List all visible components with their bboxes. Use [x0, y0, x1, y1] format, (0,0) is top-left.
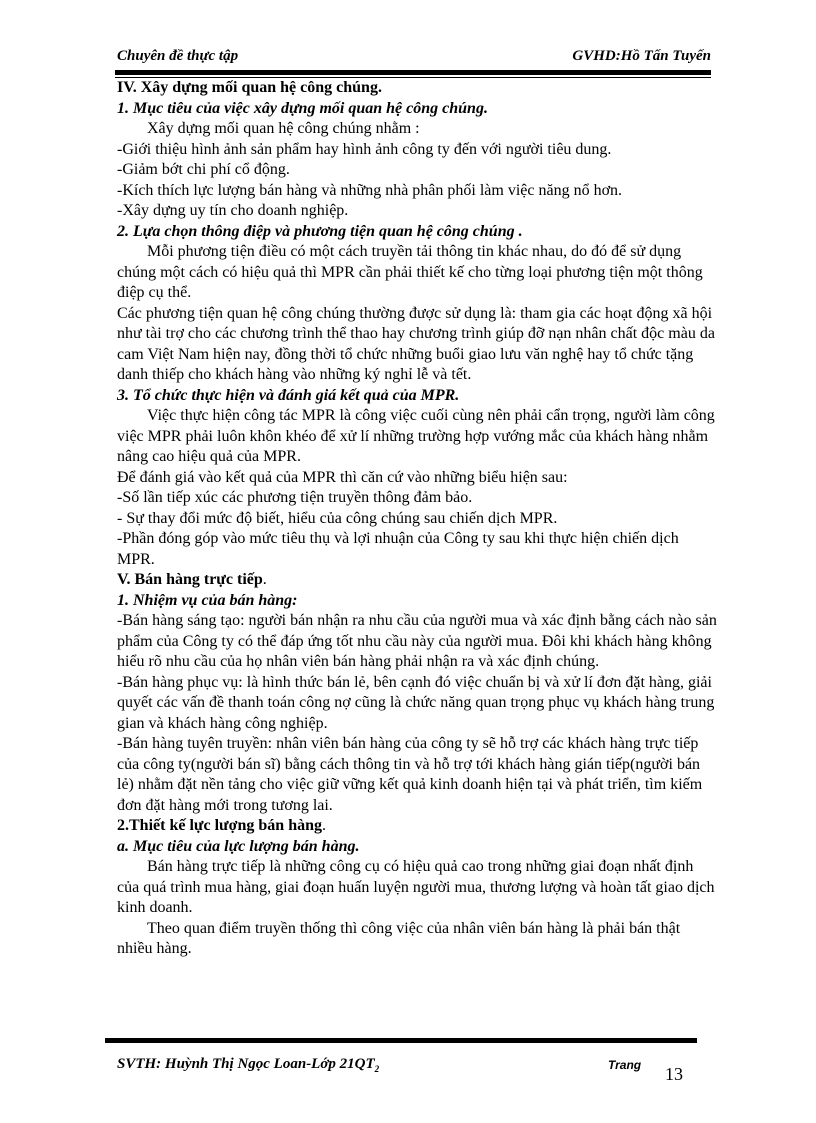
list-item: -Phần đóng góp vào mức tiêu thụ và lợi nhuận của Công ty sau khi thực hiện chiến dịch MPR. — [117, 530, 679, 568]
paragraph: Các phương tiện quan hệ công chúng thường được sử dụng là: tham gia các hoạt động xã hội như tài trợ cho các chương trình thể thao hay chương trình giúp đỡ nạn nhân chất độc màu da cam Việt Nam hiện nay, đồng thời tổ chức những buổi giao lưu văn nghệ hay tổ chức tặng danh thiếp cho khách hàng vào những ký nghỉ lễ và tết. — [117, 304, 715, 383]
list-item: - Sự thay đổi mức độ biết, hiểu của công chúng sau chiến dịch MPR. — [117, 509, 558, 527]
list-item: -Kích thích lực lượng bán hàng và những nhà phân phối làm việc năng nổ hơn. — [117, 181, 623, 199]
footer-author — [117, 1056, 379, 1074]
section-v-title: V. Bán hàng trực tiếp — [117, 571, 263, 588]
footer-page-label: Trang — [608, 1058, 642, 1072]
header-title: Chuyên đề thực tập — [117, 48, 239, 64]
paragraph: -Bán hàng sáng tạo: người bán nhận ra nhu cầu của người mua và xác định bằng cách nào sản phẩm của Công ty có thể đáp ứng tốt nhu cầu này của người mua. Đôi khi khách hàng không hiểu rõ nhu cầu của họ nhân viên bán hàng phải nhận ra và xác định chúng. — [117, 612, 717, 670]
page-number: 13 — [665, 1064, 683, 1084]
footer-author-subscript: 2 — [374, 1064, 380, 1074]
section-v-2a-heading: a. Mục tiêu của lực lượng bán hàng. — [117, 837, 360, 855]
paragraph: Bán hàng trực tiếp là những công cụ có hiệu quả cao trong những giai đoạn nhất định của quá trình mua hàng, giai đoạn huấn luyện người mua, thương lượng và hoàn tất giao dịch kinh doanh. — [117, 858, 715, 916]
section-v-dot: . — [262, 571, 267, 588]
section-v-2-title: 2.Thiết kế lực lượng bán hàng — [117, 817, 322, 834]
paragraph: Theo quan điểm truyền thống thì công việc của nhân viên bán hàng là phải bán thật nhiều hàng. — [117, 919, 681, 957]
page-header — [117, 48, 711, 68]
section-v-2-heading — [117, 816, 717, 837]
section-v-1-heading: 1. Nhiệm vụ của bán hàng: — [117, 591, 298, 609]
list-item: -Số lần tiếp xúc các phương tiện truyền thông đảm bảo. — [117, 489, 473, 506]
header-rule — [115, 70, 711, 75]
paragraph: Để đánh giá vào kết quả của MPR thì căn cứ vào những biểu hiện sau: — [117, 468, 568, 486]
section-iv-3-heading: 3. Tổ chức thực hiện và đánh giá kết quả của MPR. — [117, 386, 460, 404]
footer-rule — [105, 1038, 697, 1043]
section-iv-2-heading: 2. Lựa chọn thông điệp và phương tiện quan hệ công chúng . — [117, 222, 523, 240]
list-item: -Giảm bớt chi phí cổ động. — [117, 161, 290, 178]
list-item: -Giới thiệu hình ảnh sản phẩm hay hình ảnh công ty đến với người tiêu dung. — [117, 140, 612, 158]
list-item: -Xây dựng uy tín cho doanh nghiệp. — [117, 202, 349, 219]
section-v-heading — [117, 570, 717, 591]
header-advisor: GVHD:Hồ Tấn Tuyến — [572, 48, 711, 64]
page-footer — [117, 1056, 697, 1082]
paragraph: Xây dựng mối quan hệ công chúng nhằm : — [147, 120, 420, 137]
paragraph: Mỗi phương tiện điều có một cách truyền tải thông tin khác nhau, do đó để sử dụng chúng một cách có hiệu quả thì MPR cần phải thiết kế cho từng loại phương tiện một thông điệp cụ thể. — [117, 243, 703, 301]
paragraph: -Bán hàng tuyên truyền: nhân viên bán hàng của công ty sẽ hỗ trợ các khách hàng trực tiếp của công ty(người bán sĩ) bằng cách thông tin và hỗ trợ tới khách hàng gián tiếp(người bán lẻ) nhằm đặt nền tảng cho việc giữ vững kết quả kinh doanh hiện tại và phát triển, tìm kiếm đơn đặt hàng mới trong tương lai. — [117, 735, 703, 814]
paragraph: -Bán hàng phục vụ: là hình thức bán lẻ, bên cạnh đó việc chuẩn bị và xử lí đơn đặt hàng, giải quyết các vấn đề thanh toán công nợ cũng là chức năng quan trọng phục vụ khách hàng trung gian và khách hàng công nghiệp. — [117, 673, 715, 732]
section-v-2-dot: . — [322, 817, 326, 834]
section-iv-1-heading: 1. Mục tiêu của việc xây dựng mối quan hệ công chúng. — [117, 99, 488, 117]
footer-author-text: SVTH: Huỳnh Thị Ngọc Loan-Lớp 21QT — [117, 1056, 375, 1072]
page-body — [117, 78, 717, 960]
section-iv-heading: IV. Xây dựng mối quan hệ công chúng. — [117, 79, 382, 96]
paragraph: Việc thực hiện công tác MPR là công việc cuối cùng nên phải cẩn trọng, người làm công việc MPR phải luôn khôn khéo để xử lí những trường hợp vướng mắc của khách hàng nhằm nâng cao hiệu quả của MPR. — [117, 407, 715, 465]
